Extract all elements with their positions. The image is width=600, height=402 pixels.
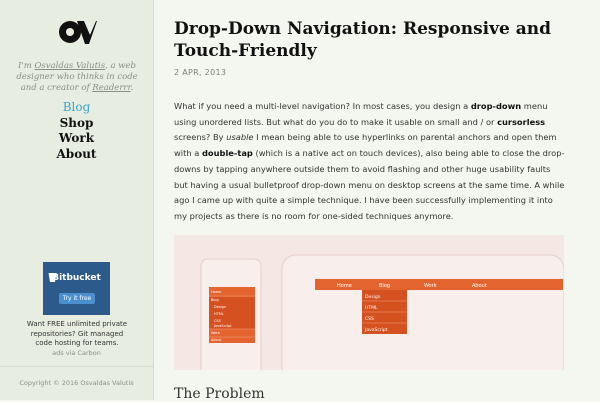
main-nav — [0, 100, 153, 162]
article-intro-paragraph: What if you need a multi-level navigation? In most cases, you design a drop-down menu using unordered lists. But what do you do to make it usable on small and / or cursorless screens? By usable I mean being able to use hyperlinks on parental anchors and open them with a double-tap (which is a native act on touch devices), also being able to close the drop-downs by tapping anywhere outside them to avoid flashing and other huge usability faults but having a usual bulletproof drop-down menu on desktop screens at the same time. A while ago I came up with quite a simple technique. I have been successfully implementing it into my projects as there is no room for one-sided techniques anymore. — [174, 101, 565, 221]
article-title[interactable]: Drop-Down Navigation: Responsive and Touch-Friendly — [174, 19, 551, 61]
sidebar — [0, 0, 154, 400]
desktop-dropdown-css: CSS — [365, 317, 374, 322]
try-free-button[interactable]: Try it free — [59, 293, 95, 304]
mobile-nav-design: Design — [214, 305, 227, 309]
nav-about[interactable]: About — [56, 146, 97, 161]
sidebar-divider — [0, 366, 153, 367]
readerrr-link[interactable]: Readerrr — [92, 83, 131, 93]
article-illustration — [174, 235, 564, 370]
mobile-nav-blog: Blog — [211, 298, 219, 302]
desktop-nav-work: Work — [424, 283, 437, 289]
mobile-nav-about: About — [211, 338, 222, 342]
desktop-nav-about: About — [472, 283, 487, 289]
mobile-nav-css: CSS — [214, 319, 221, 323]
mobile-nav-javascript: JavaScript — [214, 324, 232, 328]
ad-text[interactable]: Want FREE unlimited private repositories? Git managed code hosting for teams. — [26, 320, 128, 347]
author-intro: I'm Osvaldas Valutis, a web designer who thinks in code and a creator of Readerrr. — [16, 61, 138, 93]
nav-work[interactable]: Work — [58, 131, 95, 145]
desktop-nav-home: Home — [337, 283, 352, 289]
mobile-nav-html: HTML — [214, 312, 224, 316]
ads-via-carbon[interactable]: ads via Carbon — [52, 349, 101, 357]
mobile-nav-home: Home — [211, 290, 222, 294]
desktop-dropdown-design: Design — [365, 295, 381, 300]
article-date: 2 APR, 2013 — [174, 68, 227, 77]
copyright: Copyright © 2016 Osvaldas Valutis — [19, 379, 134, 387]
bitbucket-ad-image[interactable] — [43, 262, 110, 315]
desktop-frame — [282, 255, 564, 370]
ad-title: Bitbucket — [52, 273, 101, 283]
mobile-nav-work: Work — [211, 331, 220, 335]
desktop-nav-blog: Blog — [379, 283, 391, 289]
author-link[interactable]: Osvaldas Valutis — [34, 61, 106, 71]
desktop-dropdown-html: HTML — [365, 306, 378, 311]
nav-shop[interactable]: Shop — [59, 115, 94, 130]
desktop-dropdown-javascript: JavaScript — [365, 328, 388, 333]
section-heading-the-problem: The Problem — [174, 386, 265, 402]
site-logo[interactable] — [57, 17, 97, 47]
nav-blog[interactable]: Blog — [62, 100, 91, 114]
